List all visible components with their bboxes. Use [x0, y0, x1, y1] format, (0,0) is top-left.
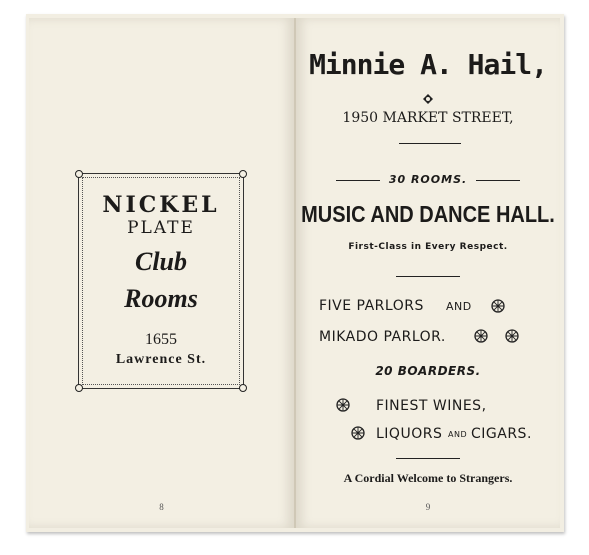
ornament-wheel-icon — [351, 426, 365, 440]
corner-ornament-icon — [75, 384, 83, 392]
music-dance-hall: MUSIC AND DANCE HALL. — [301, 202, 555, 228]
booklet — [26, 14, 564, 532]
ad-address-street: Lawrence St. — [115, 352, 207, 367]
left-page — [29, 18, 294, 528]
corner-ornament-icon — [75, 170, 83, 178]
ad-address-number: 1655 — [145, 331, 177, 348]
advertisement-box — [78, 173, 244, 389]
fleuron-icon — [421, 92, 435, 106]
proprietor-name-text: Minnie A. Hail, — [309, 48, 547, 81]
mikado-parlor: MIKADO PARLOR. — [319, 329, 446, 345]
and-word: AND — [446, 300, 472, 313]
ornament-wheel-icon — [474, 329, 488, 343]
ad-title-nickel: NICKEL — [102, 192, 220, 218]
ad-title-plate: PLATE — [127, 218, 195, 238]
rooms-count: 30 ROOMS. — [388, 173, 468, 186]
divider — [396, 458, 460, 459]
divider — [399, 143, 461, 144]
five-parlors: FIVE PARLORS — [319, 298, 424, 314]
right-page — [296, 18, 560, 528]
ornament-wheel-icon — [336, 398, 350, 412]
cigars: CIGARS. — [471, 426, 532, 442]
page-number-left: 8 — [159, 502, 164, 512]
and-word-small: AND — [448, 430, 468, 439]
ad-title-rooms: Rooms — [124, 284, 198, 313]
liquors: LIQUORS — [376, 426, 443, 442]
ornament-wheel-icon — [505, 329, 519, 343]
boarders-count: 20 BOARDERS. — [375, 364, 481, 378]
corner-ornament-icon — [239, 384, 247, 392]
welcome-line: A Cordial Welcome to Strangers. — [343, 471, 513, 485]
ad-title-club: Club — [134, 247, 188, 276]
proprietor-name — [296, 48, 560, 114]
first-class-tagline: First-Class in Every Respect. — [348, 242, 508, 252]
corner-ornament-icon — [239, 170, 247, 178]
street-address: 1950 MARKET STREET, — [342, 110, 514, 126]
divider — [396, 276, 460, 277]
page-number-right: 9 — [425, 502, 431, 512]
ornament-wheel-icon — [491, 299, 505, 313]
finest-wines: FINEST WINES, — [376, 398, 487, 414]
